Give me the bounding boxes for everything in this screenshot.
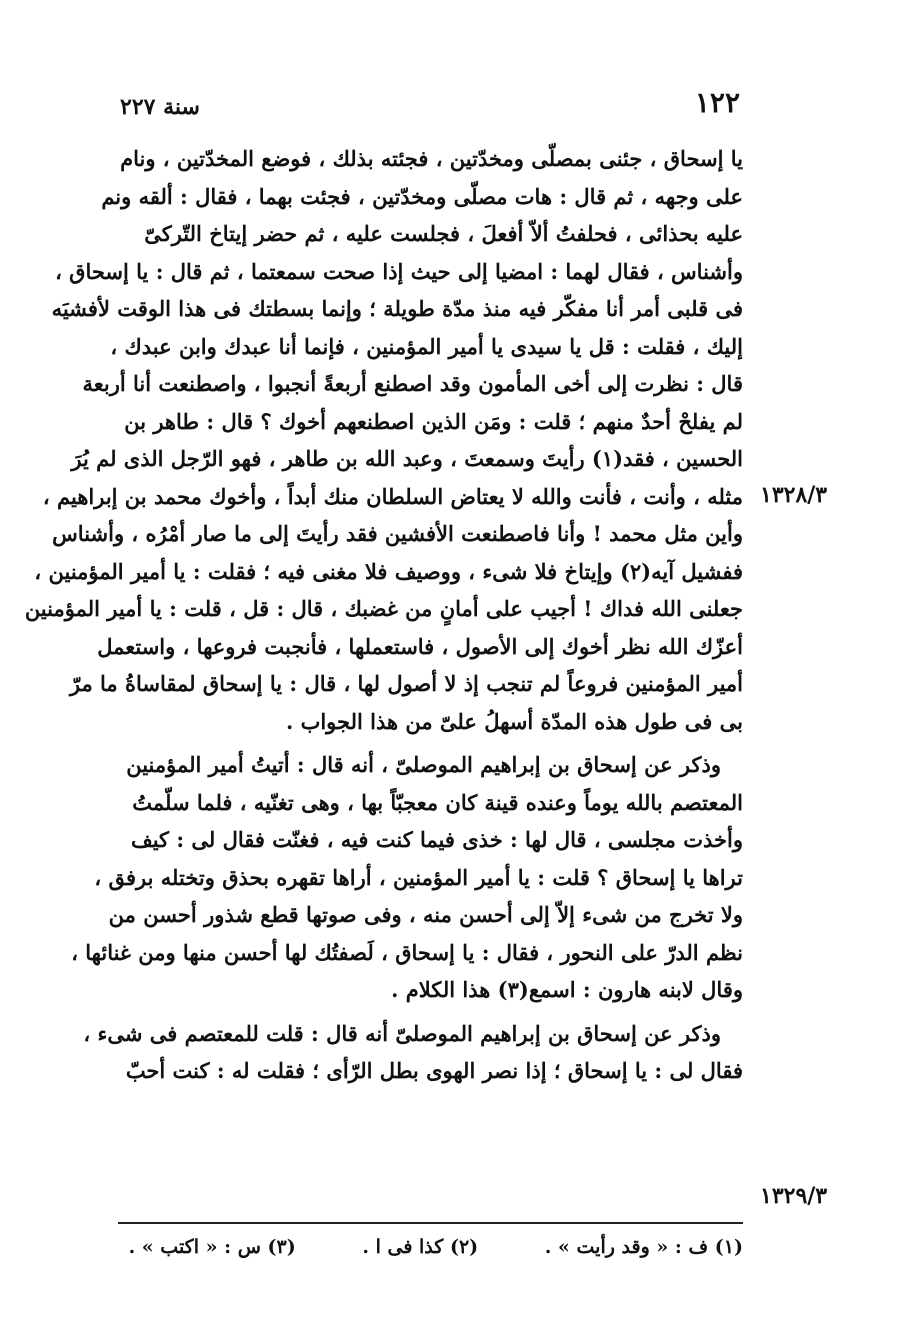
text-line: فقال لى : يا إسحاق ؛ إذا نصر الهوى بطل الرّأى ؛ فقلت له : كنت أحبّ [125, 1058, 743, 1083]
margin-note: ١٣٢٩/٣ [760, 1183, 828, 1209]
paragraph [71, 746, 743, 1009]
text-line: إليك ، فقلت : قل يا سيدى يا أمير المؤمنين ، فإنما أنا عبدك وابن عبدك ، [110, 333, 743, 359]
text-line: بى فى طول هذه المدّة أسهلُ علىّ من هذا الجواب . [285, 708, 743, 734]
text-line: وأشناس ، فقال لهما : امضيا إلى حيث إذا صحت سمعتما ، ثم قال : يا إسحاق ، [55, 258, 743, 284]
year-label: سنة ٢٢٧ [120, 94, 200, 120]
text-line: يا إسحاق ، جئنى بمصلّى ومخدّتين ، فجئته بذلك ، فوضع المخدّتين ، ونام [120, 146, 743, 171]
text-line: عليه بحذائى ، فحلفتُ ألاّ أفعلَ ، فجلست عليه ، ثم حضر إيتاخ التّركىّ [144, 221, 743, 246]
text-line: الحسين ، فقد(١) رأيتَ وسمعتَ ، وعبد الله بن طاهر ، فهو الرّجل الذى لم يُرَ [71, 446, 743, 471]
text-line: أعزّك الله نظر أخوك إلى الأصول ، فاستعملها ، فأنجبت فروعها ، واستعمل [97, 633, 743, 659]
text-line: جعلنى الله فداك ! أجيب على أمانٍ من غضبك ، قال : قل ، قلت : يا أمير المؤمنين [24, 596, 743, 621]
text-line: لم يفلحْ أحدٌ منهم ؛ قلت : ومَن الذين اصطنعهم أخوك ؟ قال : طاهر بن [124, 408, 743, 434]
text-line: ولا تخرج من شىء إلاّ إلى أحسن منه ، وفى صوتها قطع شذور أحسن من [108, 902, 743, 927]
text-line: ففشيل آيه(٢) وإيتاخ فلا شىء ، ووصيف فلا مغنى فيه ؛ فقلت : يا أمير المؤمنين ، [34, 558, 743, 584]
text-line: وذكر عن إسحاق بن إبراهيم الموصلىّ ، أنه قال : أتيتُ أمير المؤمنين [126, 752, 721, 777]
text-line: قال : نظرت إلى أخى المأمون وقد اصطنع أربعةً أنجبوا ، واصطنعت أنا أربعة [82, 371, 743, 396]
body-text [24, 140, 743, 1090]
footnote: (٢) كذا فى ا . [362, 1236, 479, 1258]
footnote-divider [118, 1222, 743, 1224]
text-line: تراها يا إسحاق ؟ قلت : يا أمير المؤمنين ، أراها تقهره بحذق وتختله برفق ، [94, 864, 743, 890]
text-line: فى قلبى أمر أنا مفكّر فيه منذ مدّة طويلة ؛ وإنما بسطتك فى هذا الوقت لأفشيَه [51, 296, 743, 321]
page-header [120, 86, 740, 126]
margin-note: ١٣٢٨/٣ [760, 482, 828, 508]
text-line: وقال لابنه هارون : اسمع(٣) هذا الكلام . [391, 977, 743, 1002]
paragraph [83, 1015, 743, 1090]
text-line: المعتصم بالله يوماً وعنده قينة كان معجبّاً بها ، وهى تغنّيه ، فلما سلّمتُ [132, 789, 743, 815]
text-line: وذكر عن إسحاق بن إبراهيم الموصلىّ أنه قال : قلت للمعتصم فى شىء ، [83, 1020, 721, 1046]
text-line: على وجهه ، ثم قال : هات مصلّى ومخدّتين ، فجئت بهما ، فقال : ألقه ونم [101, 183, 743, 209]
footnotes [118, 1236, 743, 1258]
footnote: (١) ف : « وقد رأيت » . [544, 1236, 743, 1258]
text-line: وأخذت مجلسى ، قال لها : خذى فيما كنت فيه ، فغنّت فقال لى : كيف [130, 827, 743, 852]
paragraph [24, 140, 743, 740]
page-number: ١٢٢ [694, 86, 740, 119]
footnote: (٣) س : « اكتب » . [128, 1236, 296, 1258]
text-line: أمير المؤمنين فروعاً لم تنجب إذ لا أصول لها ، قال : يا إسحاق لمقاساةُ ما مرّ [69, 671, 743, 696]
text-line: وأين مثل محمد ! وأنا فاصطنعت الأفشين فقد رأيتَ إلى ما صار أمْرُه ، وأشناس [52, 521, 743, 546]
text-line: مثله ، وأنت ، فأنت والله لا يعتاض السلطان منك أبداً ، وأخوك محمد بن إبراهيم ، [42, 483, 743, 509]
text-line: نظم الدرّ على النحور ، فقال : يا إسحاق ، لَصفتُك لها أحسن منها ومن غنائها ، [71, 939, 743, 965]
